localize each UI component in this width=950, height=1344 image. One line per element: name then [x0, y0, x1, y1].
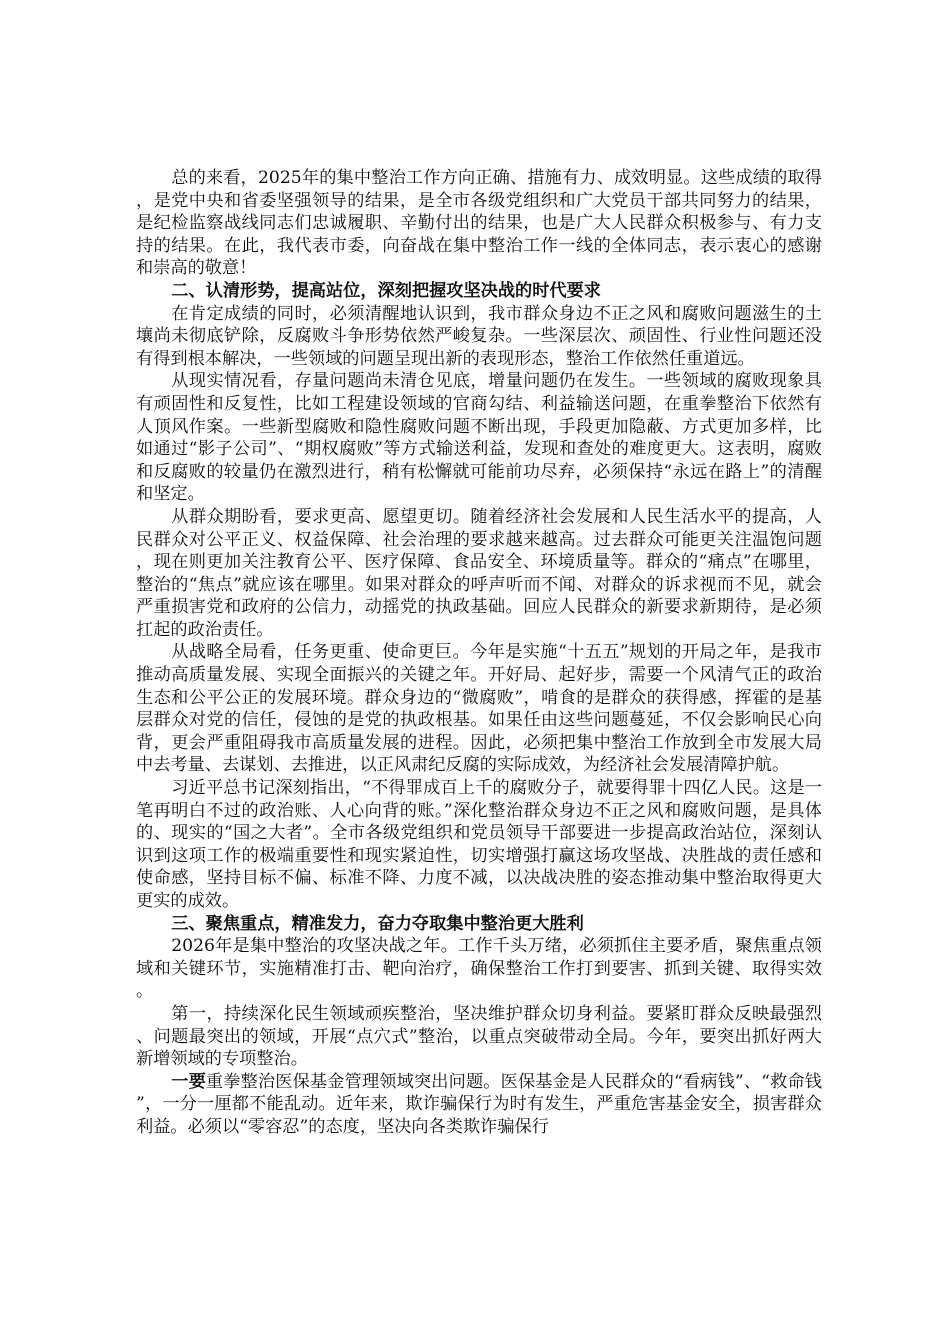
paragraph-reality: 从现实情况看，存量问题尚未清仓见底，增量问题仍在发生。一些领域的腐败现象具有顽固性和反复性，比如工程建设领域的官商勾结、利益输送问题，在重拳整治下依然有人顶风作案。一些新型腐败和隐性腐败问题不断出现，手段更加隐蔽、方式更加多样，比如通过“影子公司”、“期权腐败”等方式输送利益，发现和查处的难度更大。这表明，腐败和反腐败的较量仍在激烈进行，稍有松懈就可能前功尽弃，必须保持“永远在路上”的清醒和坚定。 — [136, 371, 822, 505]
document-page — [136, 167, 822, 1139]
section-heading-2: 二、认清形势，提高站位，深刻把握攻坚决战的时代要求 — [171, 280, 601, 301]
paragraph-situation: 在肯定成绩的同时，必须清醒地认识到，我市群众身边不正之风和腐败问题滋生的土壤尚未彻底铲除，反腐败斗争形势依然严峻复杂。一些深层次、顽固性、行业性问题还没有得到根本解决，一些领域的问题呈现出新的表现形态，整治工作依然任重道远。 — [136, 303, 822, 369]
paragraph-2026: 2026年是集中整治的攻坚决战之年。工作千头万绪，必须抓住主要矛盾，聚焦重点领域和关键环节，实施精准打击、靶向治疗，确保整治工作打到要害、抓到关键、取得实效。 — [136, 936, 822, 1002]
lead-phrase: 一要 — [171, 1071, 206, 1092]
paragraph-quote: 习近平总书记深刻指出，“不得罪成百上千的腐败分子，就要得罪十四亿人民。这是一笔再明白不过的政治账、人心向背的账。”深化整治群众身边不正之风和腐败问题，是具体的、现实的“国之大者”。全市各级党组织和党员领导干部要进一步提高政治站位，深刻认识到这项工作的极端重要性和现实紧迫性，切实增强打赢这场攻坚战、决胜战的责任感和使命感，坚持目标不偏、标准不降、力度不减，以决战决胜的姿态推动集中整治取得更大更实的成效。 — [136, 778, 822, 911]
paragraph-strategy: 从战略全局看，任务更重、使命更巨。今年是实施“十五五”规划的开局之年，是我市推动高质量发展、实现全面振兴的关键之年。开好局、起好步，需要一个风清气正的政治生态和公平公正的发展环境。群众身边的“微腐败”，啃食的是群众的获得感，挥霍的是基层群众对党的信任，侵蚀的是党的执政根基。如果任由这些问题蔓延，不仅会影响民心向背，更会严重阻碍我市高质量发展的进程。因此，必须把集中整治工作放到全市发展大局中去考量、去谋划、去推进，以正风肃纪反腐的实际成效，为经济社会发展清障护航。 — [136, 642, 822, 776]
paragraph-medical-insurance — [136, 1071, 822, 1139]
paragraph-medical-insurance-text: 重拳整治医保基金管理领域突出问题。医保基金是人民群众的“看病钱”、“救命钱”，一分一厘都不能乱动。近年来，欺诈骗保行为时有发生，严重危害基金安全，损害群众利益。必须以“零容忍”的态度，坚决向各类欺诈骗保行 — [136, 1071, 822, 1137]
paragraph-first-point: 第一，持续深化民生领域顽疾整治，坚决维护群众切身利益。要紧盯群众反映最强烈、问题最突出的领域，开展“点穴式”整治，以重点突破带动全局。今年，要突出抓好两大新增领域的专项整治。 — [136, 1003, 822, 1070]
paragraph-public-expectation: 从群众期盼看，要求更高、愿望更切。随着经济社会发展和人民生活水平的提高，人民群众对公平正义、权益保障、社会治理的要求越来越高。过去群众可能更关注温饱问题，现在则更加关注教育公平、医疗保障、食品安全、环境质量等。群众的“痛点”在哪里，整治的“焦点”就应该在哪里。如果对群众的呼声听而不闻、对群众的诉求视而不见，就会严重损害党和政府的公信力，动摇党的执政基础。回应人民群众的新要求新期待，是必须扛起的政治责任。 — [136, 506, 822, 640]
section-heading-3: 三、聚焦重点，精准发力，奋力夺取集中整治更大胜利 — [171, 913, 584, 934]
paragraph-summary: 总的来看，2025年的集中整治工作方向正确、措施有力、成效明显。这些成绩的取得，是党中央和省委坚强领导的结果，是全市各级党组织和广大党员干部共同努力的结果，是纪检监察战线同志们忠诚履职、辛勤付出的结果，也是广大人民群众积极参与、有力支持的结果。在此，我代表市委，向奋战在集中整治工作一线的全体同志，表示衷心的感谢和崇高的敬意！ — [136, 168, 822, 279]
